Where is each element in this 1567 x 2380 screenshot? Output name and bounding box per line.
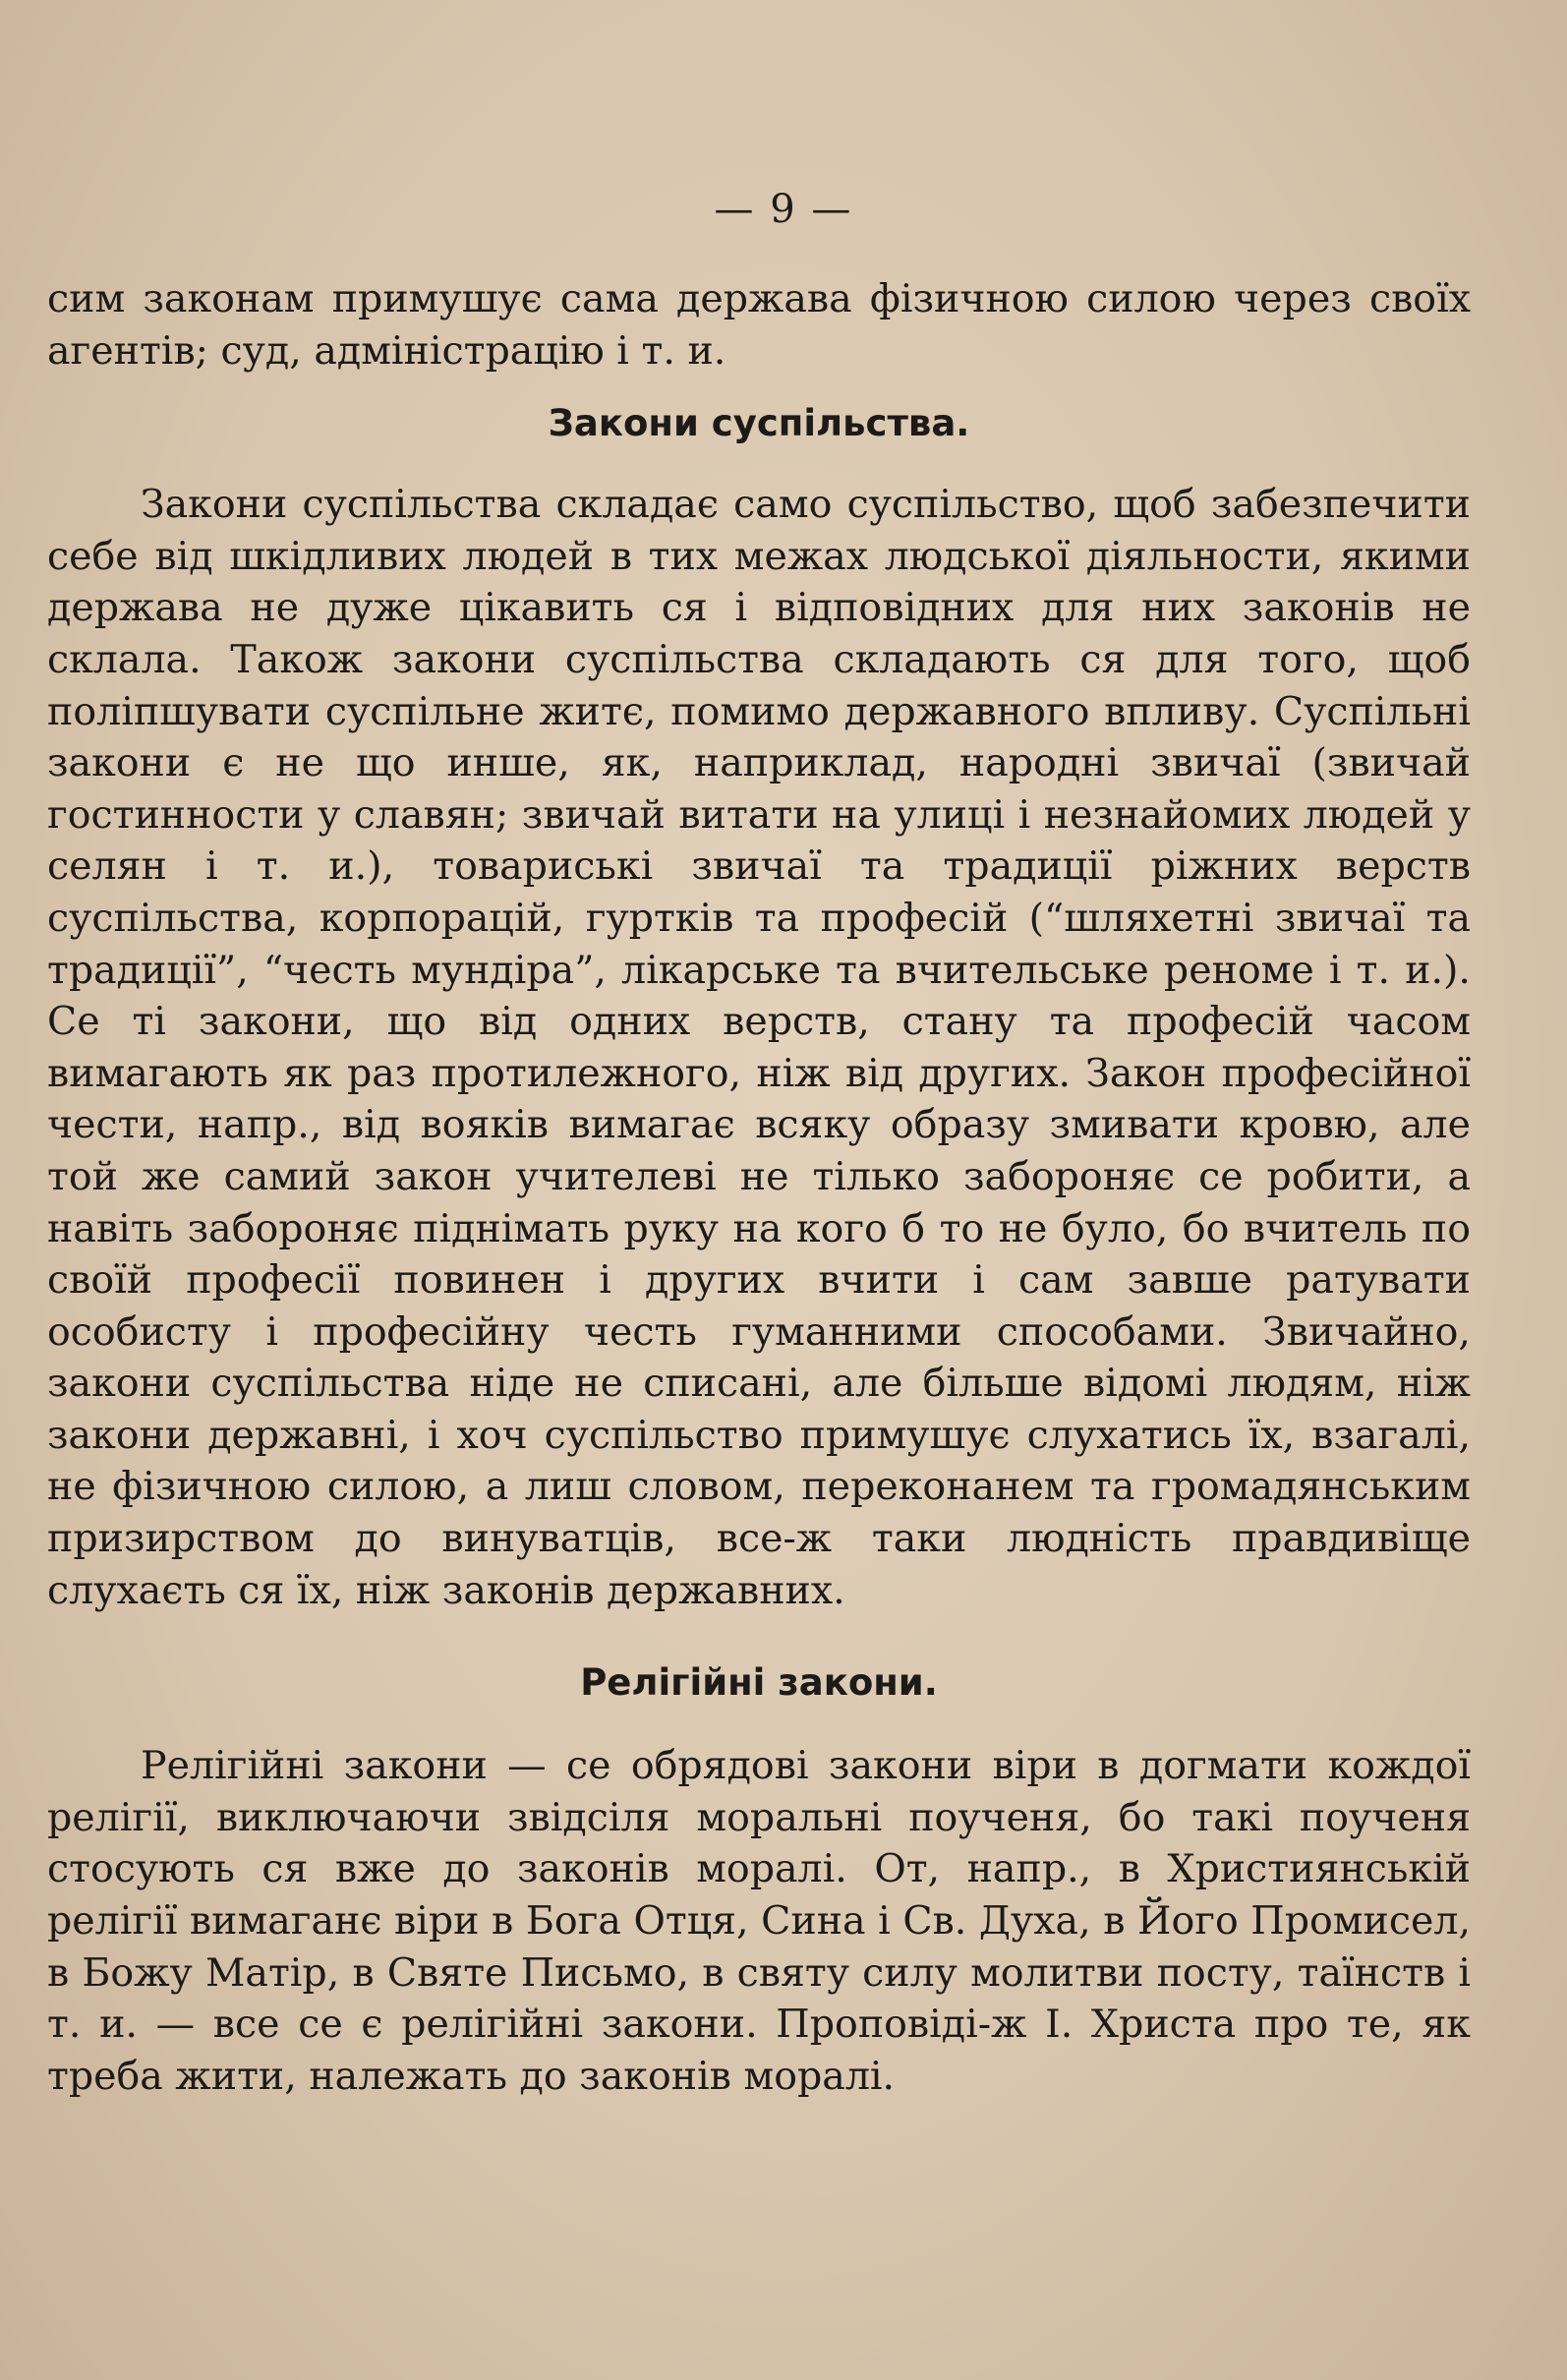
society-paragraph: Закони суспільства складає само суспільство, щоб забезпечити себе від шкідливих людей в тих межах людської діяльности, якими держава не дуже цікавить ся і відповідних для них законів не склала. Також закони суспільства складають ся для того, щоб поліпшувати суспільне житє, помимо державного впливу. Суспільні закони є не що инше, як, наприклад, народні звичаї (звичай гостинности у славян; звичай витати на улиці і незнайомих людей у селян і т. и.), товариські звичаї та традиції ріжних верств суспільства, корпорацій, гуртків та професій (“шляхетні звичаї та традиції”, “честь мундіра”, лікарське та вчительське реноме і т. и.). Се ті закони, що від одних верств, стану та професій часом вимагають як раз протилежного, ніж від других. Закон професійної чести, напр., від вояків вимагає всяку образу змивати кровю, але той же самий закон учителеві не тілько забороняє се робити, а навіть забороняє піднімать руку на кого б то не було, бо вчитель по своїй професії повинен і других вчити і сам завше ратувати особисту і професійну честь гуманними способами. Звичайно, закони суспільства ніде не списані, але більше відомі людям, ніж закони державні, і хоч суспільство примушує слухатись їх, взагалі, не фізичною силою, а лиш словом, переконанем та громадянським призирством до винуватців, все-ж таки людність правдивіще слухаєть ся їх, ніж законів державних.: [47, 482, 1471, 1613]
intro-paragraph: сим законам примушує сама держава фізичною силою через своїх агентів; суд, адміністрацію і т. и.: [47, 276, 1471, 374]
page-number: — 9 —: [714, 187, 853, 232]
religion-paragraph: Релігійні закони — се обрядові закони віри в догмати кождої релігії, виключаючи звідсіля моральні поученя, бо такі поученя стосують ся вже до законів моралі. От, напр., в Християнській релігії вимаганє віри в Бога Отця, Сина і Св. Духа, в Його Промисел, в Божу Матір, в Святе Письмо, в святу силу молитви посту, таїнств і т. и. — все се є релігійні закони. Проповіді-ж І. Христа про те, як треба жити, належать до законів моралі.: [47, 1743, 1471, 2099]
page-body: [47, 273, 1471, 2102]
section-heading-society: Закони суспільства.: [548, 402, 970, 445]
section-heading-religion: Релігійні закони.: [580, 1661, 938, 1705]
